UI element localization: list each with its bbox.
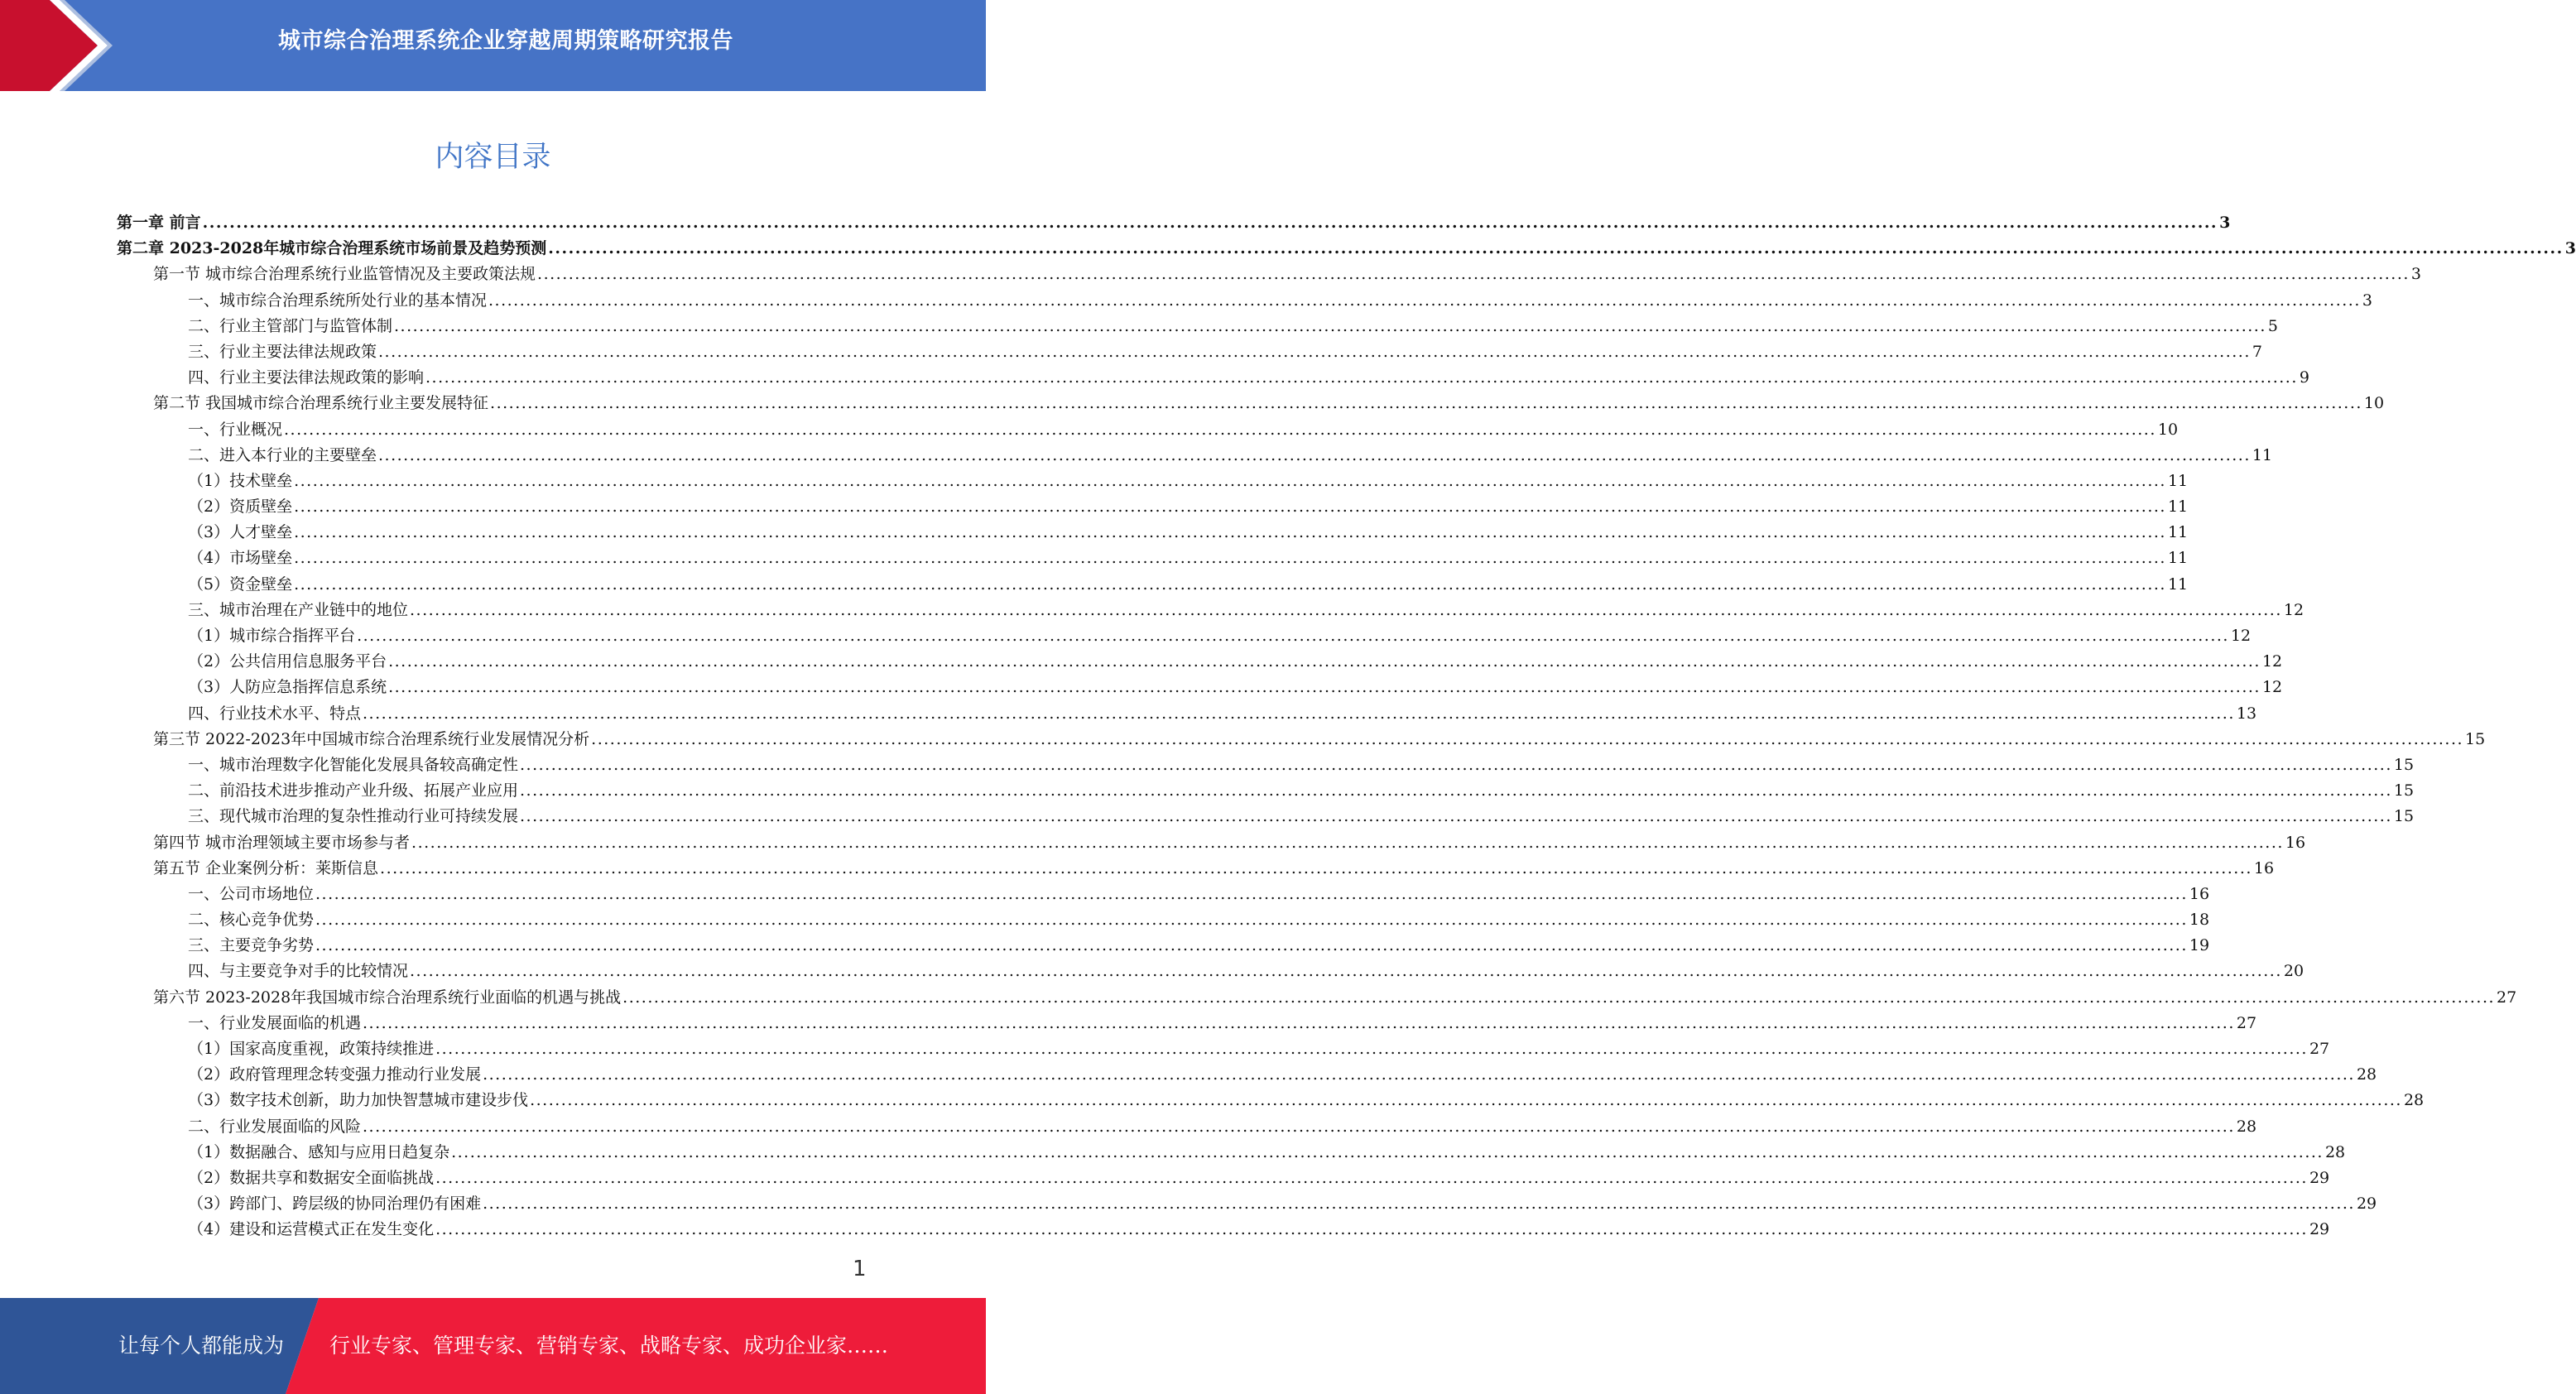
toc-entry[interactable] bbox=[117, 1166, 2330, 1191]
toc-entry[interactable] bbox=[117, 339, 2262, 365]
toc-dot-leader: ............................................................................................................................................................................................................................................................................................................ bbox=[202, 214, 2218, 232]
toc-entry-label: 三、行业主要法律法规政策 bbox=[188, 342, 377, 361]
toc-entry-page: 16 bbox=[2285, 833, 2306, 852]
toc-entry-page: 5 bbox=[2267, 316, 2278, 335]
toc-entry-page: 18 bbox=[2189, 911, 2210, 930]
toc-entry-label: （3）人防应急指挥信息系统 bbox=[188, 678, 387, 697]
toc-entry[interactable] bbox=[117, 469, 2189, 494]
toc-dot-leader: ............................................................................................................................................................................................................................................................................................................ bbox=[410, 962, 2282, 981]
toc-entry[interactable] bbox=[117, 701, 2257, 727]
toc-entry-page: 11 bbox=[2167, 471, 2189, 490]
toc-entry-page: 13 bbox=[2236, 704, 2257, 723]
toc-dot-leader: ............................................................................................................................................................................................................................................................................................................ bbox=[548, 239, 2564, 258]
toc-entry[interactable] bbox=[117, 210, 2231, 236]
toc-dot-leader: ............................................................................................................................................................................................................................................................................................................ bbox=[490, 394, 2362, 413]
toc-dot-leader: ............................................................................................................................................................................................................................................................................................................ bbox=[315, 884, 2188, 903]
page-number: 1 bbox=[853, 1257, 867, 1281]
toc-dot-leader: ............................................................................................................................................................................................................................................................................................................ bbox=[435, 1168, 2308, 1187]
toc-dot-leader: ............................................................................................................................................................................................................................................................................................................ bbox=[394, 316, 2266, 335]
toc-dot-leader: ............................................................................................................................................................................................................................................................................................................ bbox=[294, 549, 2166, 568]
toc-entry-label: （5）资金壁垒 bbox=[188, 574, 293, 594]
toc-entry-page: 12 bbox=[2261, 652, 2283, 671]
toc-entry[interactable] bbox=[117, 236, 2576, 262]
toc-entry-label: （1）技术壁垒 bbox=[188, 471, 293, 490]
toc-dot-leader: ............................................................................................................................................................................................................................................................................................................ bbox=[520, 755, 2392, 774]
toc-entry[interactable] bbox=[117, 417, 2179, 443]
toc-entry-page: 12 bbox=[2283, 600, 2304, 619]
toc-entry[interactable] bbox=[117, 288, 2372, 314]
toc-entry-page: 12 bbox=[2261, 678, 2283, 697]
toc-entry-label: 第一节 城市综合治理系统行业监管情况及主要政策法规 bbox=[153, 265, 536, 284]
toc-entry-label: 第六节 2023-2028年我国城市综合治理系统行业面临的机遇与挑战 bbox=[153, 988, 622, 1007]
toc-entry[interactable] bbox=[117, 830, 2306, 856]
toc-entry-label: （2）资质壁垒 bbox=[188, 498, 293, 517]
toc-dot-leader: ............................................................................................................................................................................................................................................................................................................ bbox=[294, 471, 2166, 490]
toc-entry[interactable] bbox=[117, 391, 2385, 416]
footer-slogan-left: 让每个人都能成为 bbox=[118, 1334, 285, 1358]
toc-entry-page: 27 bbox=[2309, 1040, 2330, 1058]
toc-entry-label: （2）公共信用信息服务平台 bbox=[188, 652, 387, 671]
toc-entry-page: 11 bbox=[2252, 445, 2273, 464]
toc-entry[interactable] bbox=[117, 1140, 2346, 1166]
toc-dot-leader: ............................................................................................................................................................................................................................................................................................................ bbox=[315, 936, 2188, 955]
toc-entry[interactable] bbox=[117, 675, 2283, 700]
toc-entry-label: 第三节 2022-2023年中国城市综合治理系统行业发展情况分析 bbox=[153, 729, 590, 748]
toc-entry-label: 一、行业发展面临的机遇 bbox=[188, 1013, 362, 1032]
toc-entry[interactable] bbox=[117, 520, 2189, 546]
toc-dot-leader: ............................................................................................................................................................................................................................................................................................................ bbox=[435, 1040, 2308, 1058]
toc-entry-page: 20 bbox=[2283, 962, 2304, 981]
toc-dot-leader: ............................................................................................................................................................................................................................................................................................................ bbox=[388, 652, 2261, 671]
toc-dot-leader: ............................................................................................................................................................................................................................................................................................................ bbox=[520, 781, 2392, 800]
toc-entry-page: 10 bbox=[2363, 394, 2385, 413]
toc-entry-page: 3 bbox=[2564, 239, 2576, 258]
toc-entry-label: （1）国家高度重视，政策持续推进 bbox=[188, 1040, 435, 1058]
toc-entry[interactable] bbox=[117, 623, 2252, 649]
toc-heading: 内容目录 bbox=[435, 141, 551, 174]
toc-entry[interactable] bbox=[117, 1114, 2257, 1140]
toc-dot-leader: ............................................................................................................................................................................................................................................................................................................ bbox=[294, 498, 2166, 517]
toc-entry-page: 10 bbox=[2157, 420, 2179, 439]
toc-entry-label: 一、城市治理数字化智能化发展具备较高确定性 bbox=[188, 755, 519, 774]
header-arrow-decoration bbox=[0, 0, 124, 91]
toc-dot-leader: ............................................................................................................................................................................................................................................................................................................ bbox=[537, 265, 2410, 284]
toc-dot-leader: ............................................................................................................................................................................................................................................................................................................ bbox=[363, 704, 2235, 723]
report-header bbox=[0, 0, 986, 91]
table-of-contents bbox=[117, 210, 2576, 1243]
toc-entry-page: 11 bbox=[2167, 523, 2189, 542]
report-title: 城市综合治理系统企业穿越周期策略研究报告 bbox=[278, 28, 733, 54]
toc-entry-label: 一、行业概况 bbox=[188, 420, 283, 439]
toc-entry[interactable] bbox=[117, 314, 2278, 339]
toc-entry-page: 29 bbox=[2356, 1195, 2377, 1214]
toc-entry-label: 四、与主要竞争对手的比较情况 bbox=[188, 962, 409, 981]
toc-dot-leader: ............................................................................................................................................................................................................................................................................................................ bbox=[380, 858, 2252, 877]
toc-entry-page: 15 bbox=[2393, 807, 2415, 826]
toc-entry-page: 11 bbox=[2167, 549, 2189, 568]
toc-entry-page: 9 bbox=[2299, 368, 2309, 387]
toc-entry-label: 四、行业技术水平、特点 bbox=[188, 704, 362, 723]
toc-entry-label: 二、前沿技术进步推动产业升级、拓展产业应用 bbox=[188, 781, 519, 800]
toc-entry[interactable] bbox=[117, 727, 2486, 752]
toc-entry-page: 28 bbox=[2403, 1091, 2425, 1110]
toc-entry[interactable] bbox=[117, 933, 2210, 959]
toc-dot-leader: ............................................................................................................................................................................................................................................................................................................ bbox=[294, 523, 2166, 542]
toc-dot-leader: ............................................................................................................................................................................................................................................................................................................ bbox=[284, 420, 2156, 439]
toc-entry[interactable] bbox=[117, 907, 2210, 933]
toc-entry-label: 二、行业主管部门与监管体制 bbox=[188, 316, 393, 335]
toc-entry[interactable] bbox=[117, 494, 2189, 520]
toc-dot-leader: ............................................................................................................................................................................................................................................................................................................ bbox=[520, 807, 2392, 826]
toc-dot-leader: ............................................................................................................................................................................................................................................................................................................ bbox=[388, 678, 2261, 697]
toc-entry-label: （1）城市综合指挥平台 bbox=[188, 627, 356, 645]
toc-entry-label: 一、公司市场地位 bbox=[188, 884, 315, 903]
toc-entry-label: （4）市场壁垒 bbox=[188, 549, 293, 568]
toc-entry-label: （4）建设和运营模式正在发生变化 bbox=[188, 1220, 435, 1239]
toc-entry-page: 16 bbox=[2189, 884, 2210, 903]
toc-entry-page: 15 bbox=[2393, 755, 2415, 774]
toc-entry[interactable] bbox=[117, 959, 2304, 984]
toc-entry-page: 28 bbox=[2236, 1117, 2257, 1136]
toc-dot-leader: ............................................................................................................................................................................................................................................................................................................ bbox=[488, 291, 2361, 310]
toc-entry[interactable] bbox=[117, 443, 2273, 469]
toc-entry-label: 第二章 2023-2028年城市综合治理系统市场前景及趋势预测 bbox=[117, 239, 547, 258]
toc-entry[interactable] bbox=[117, 1062, 2377, 1088]
toc-entry-page: 3 bbox=[2219, 214, 2231, 232]
toc-entry[interactable] bbox=[117, 262, 2422, 287]
toc-entry-label: （3）数字技术创新，助力加快智慧城市建设步伐 bbox=[188, 1091, 529, 1110]
toc-entry-page: 3 bbox=[2410, 265, 2422, 284]
toc-entry[interactable] bbox=[117, 985, 2517, 1011]
toc-entry[interactable] bbox=[117, 649, 2283, 675]
toc-entry-page: 27 bbox=[2236, 1013, 2257, 1032]
toc-entry[interactable] bbox=[117, 778, 2415, 804]
toc-entry-page: 19 bbox=[2189, 936, 2210, 955]
toc-entry-label: 第五节 企业案例分析：莱斯信息 bbox=[153, 858, 379, 877]
toc-entry-label: 三、城市治理在产业链中的地位 bbox=[188, 600, 409, 619]
report-footer bbox=[0, 1298, 986, 1394]
toc-entry-label: （2）政府管理理念转变强力推动行业发展 bbox=[188, 1065, 482, 1084]
toc-entry[interactable] bbox=[117, 752, 2415, 778]
toc-dot-leader: ............................................................................................................................................................................................................................................................................................................ bbox=[315, 911, 2188, 930]
toc-entry[interactable] bbox=[117, 1036, 2330, 1062]
toc-entry-label: （3）人才壁垒 bbox=[188, 523, 293, 542]
toc-entry-page: 27 bbox=[2497, 988, 2517, 1007]
toc-dot-leader: ............................................................................................................................................................................................................................................................................................................ bbox=[451, 1142, 2324, 1161]
toc-entry-page: 15 bbox=[2393, 781, 2415, 800]
toc-entry-page: 28 bbox=[2356, 1065, 2377, 1084]
toc-entry-label: （2）数据共享和数据安全面临挑战 bbox=[188, 1168, 435, 1187]
toc-entry-label: 第二节 我国城市综合治理系统行业主要发展特征 bbox=[153, 394, 489, 413]
toc-entry-label: 第四节 城市治理领域主要市场参与者 bbox=[153, 833, 411, 852]
toc-entry-label: （3）跨部门、跨层级的协同治理仍有困难 bbox=[188, 1195, 482, 1214]
toc-entry[interactable] bbox=[117, 598, 2304, 623]
toc-dot-leader: ............................................................................................................................................................................................................................................................................................................ bbox=[435, 1220, 2308, 1239]
toc-entry-page: 16 bbox=[2253, 858, 2275, 877]
toc-dot-leader: ............................................................................................................................................................................................................................................................................................................ bbox=[411, 833, 2284, 852]
toc-entry[interactable] bbox=[117, 1217, 2330, 1243]
toc-entry-page: 29 bbox=[2309, 1220, 2330, 1239]
toc-entry[interactable] bbox=[117, 572, 2189, 598]
toc-entry[interactable] bbox=[117, 546, 2189, 571]
toc-entry[interactable] bbox=[117, 1191, 2377, 1217]
toc-entry-page: 3 bbox=[2362, 291, 2372, 310]
toc-entry-label: 四、行业主要法律法规政策的影响 bbox=[188, 368, 425, 387]
toc-entry-page: 28 bbox=[2324, 1142, 2346, 1161]
toc-dot-leader: ............................................................................................................................................................................................................................................................................................................ bbox=[378, 445, 2251, 464]
toc-dot-leader: ............................................................................................................................................................................................................................................................................................................ bbox=[425, 368, 2298, 387]
toc-entry-page: 7 bbox=[2252, 342, 2262, 361]
toc-dot-leader: ............................................................................................................................................................................................................................................................................................................ bbox=[483, 1065, 2355, 1084]
toc-entry-page: 15 bbox=[2465, 729, 2486, 748]
toc-dot-leader: ............................................................................................................................................................................................................................................................................................................ bbox=[622, 988, 2496, 1007]
toc-dot-leader: ............................................................................................................................................................................................................................................................................................................ bbox=[483, 1195, 2355, 1214]
toc-dot-leader: ............................................................................................................................................................................................................................................................................................................ bbox=[363, 1013, 2235, 1032]
toc-entry[interactable] bbox=[117, 1011, 2257, 1036]
toc-entry-page: 11 bbox=[2167, 498, 2189, 517]
toc-entry-label: 二、核心竞争优势 bbox=[188, 911, 315, 930]
toc-entry-page: 12 bbox=[2230, 627, 2252, 645]
toc-entry-label: 一、城市综合治理系统所处行业的基本情况 bbox=[188, 291, 488, 310]
toc-entry[interactable] bbox=[117, 856, 2275, 882]
footer-slogan-right: 行业专家、管理专家、营销专家、战略专家、成功企业家…… bbox=[329, 1334, 889, 1358]
toc-entry[interactable] bbox=[117, 882, 2210, 907]
toc-dot-leader: ............................................................................................................................................................................................................................................................................................................ bbox=[378, 342, 2251, 361]
toc-entry-label: 二、行业发展面临的风险 bbox=[188, 1117, 362, 1136]
toc-entry-page: 11 bbox=[2167, 574, 2189, 594]
toc-entry-label: （1）数据融合、感知与应用日趋复杂 bbox=[188, 1142, 450, 1161]
toc-dot-leader: ............................................................................................................................................................................................................................................................................................................ bbox=[294, 574, 2166, 594]
toc-dot-leader: ............................................................................................................................................................................................................................................................................................................ bbox=[357, 627, 2229, 645]
toc-entry-label: 三、主要竞争劣势 bbox=[188, 936, 315, 955]
toc-dot-leader: ............................................................................................................................................................................................................................................................................................................ bbox=[410, 600, 2282, 619]
toc-entry[interactable] bbox=[117, 365, 2309, 391]
toc-entry[interactable] bbox=[117, 804, 2415, 829]
toc-dot-leader: ............................................................................................................................................................................................................................................................................................................ bbox=[530, 1091, 2402, 1110]
toc-entry-label: 第一章 前言 bbox=[117, 214, 201, 232]
toc-dot-leader: ............................................................................................................................................................................................................................................................................................................ bbox=[363, 1117, 2235, 1136]
toc-entry-label: 三、现代城市治理的复杂性推动行业可持续发展 bbox=[188, 807, 519, 826]
toc-entry-label: 二、进入本行业的主要壁垒 bbox=[188, 445, 377, 464]
toc-entry[interactable] bbox=[117, 1088, 2425, 1113]
toc-dot-leader: ............................................................................................................................................................................................................................................................................................................ bbox=[591, 729, 2464, 748]
toc-entry-page: 29 bbox=[2309, 1168, 2330, 1187]
